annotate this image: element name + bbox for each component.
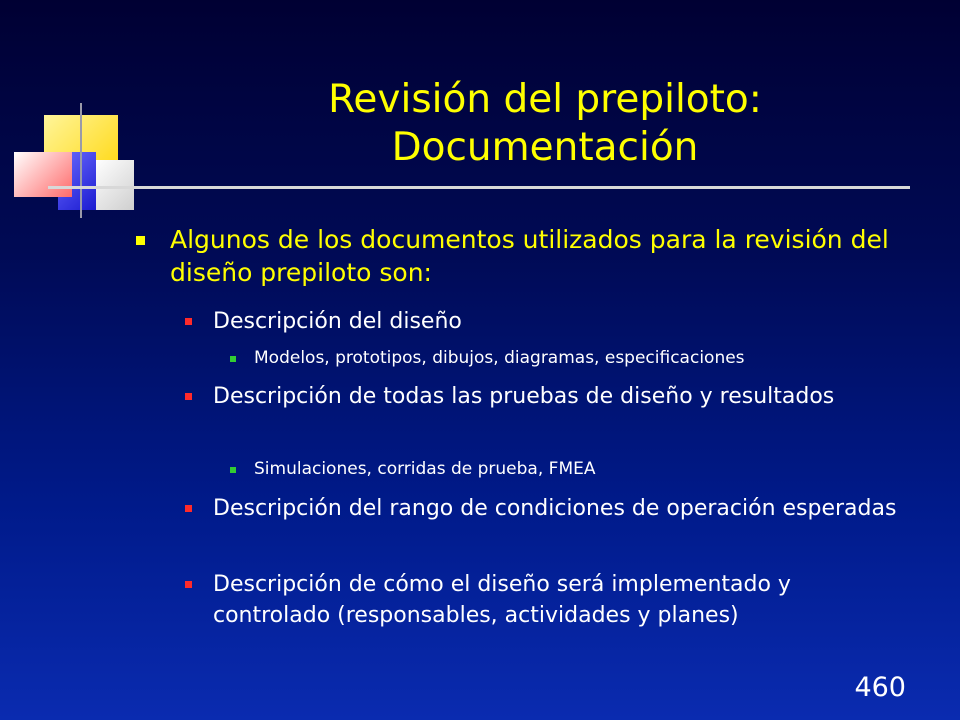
list-item xyxy=(213,381,913,412)
square-bullet-icon xyxy=(185,318,192,325)
square-bullet-icon xyxy=(230,356,236,362)
list-item-text: Modelos, prototipos, dibujos, diagramas, especificaciones xyxy=(254,348,745,368)
red-square xyxy=(14,152,72,197)
list-item xyxy=(254,458,914,480)
title-line-2: Documentación xyxy=(391,125,699,170)
list-item xyxy=(213,569,913,631)
list-item-text: Algunos de los documentos utilizados para la revisión del diseño prepiloto son: xyxy=(170,225,889,287)
square-bullet-icon xyxy=(185,393,192,400)
list-item-text: Descripción de cómo el diseño será implementado y controlado (responsables, actividades y planes) xyxy=(213,572,791,628)
list-item xyxy=(254,347,914,369)
title-line-1: Revisión del prepiloto: xyxy=(328,77,762,122)
slide-title xyxy=(200,76,890,172)
list-item-text: Descripción del diseño xyxy=(213,309,462,334)
square-bullet-icon xyxy=(136,236,145,245)
list-item-text: Descripción del rango de condiciones de operación esperadas xyxy=(213,496,897,521)
white-square xyxy=(94,160,134,210)
decorative-squares-logo xyxy=(0,0,140,215)
title-underline xyxy=(48,186,910,189)
square-bullet-icon xyxy=(230,467,236,473)
square-bullet-icon xyxy=(185,581,192,588)
list-item xyxy=(213,493,913,524)
vertical-divider xyxy=(80,103,82,218)
list-item xyxy=(213,306,913,337)
square-bullet-icon xyxy=(185,505,192,512)
page-number: 460 xyxy=(854,672,906,703)
list-item-text: Descripción de todas las pruebas de diseño y resultados xyxy=(213,384,835,409)
list-item xyxy=(170,223,930,289)
list-item-text: Simulaciones, corridas de prueba, FMEA xyxy=(254,459,596,479)
